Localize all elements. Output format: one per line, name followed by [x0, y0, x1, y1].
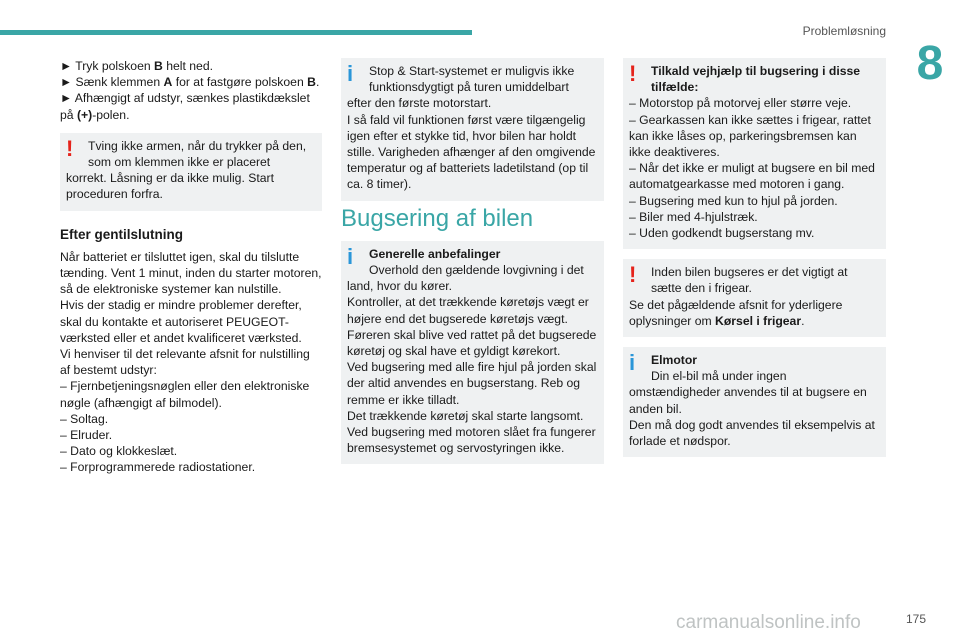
info-text-rest: land, hvor du kører.	[347, 279, 452, 294]
info-icon: i	[629, 350, 636, 376]
paragraph: Vi henviser til det relevante afsnit for nulstilling af bestemt udstyr:	[60, 347, 310, 378]
info-text-rest: I så fald vil funktionen først være tilgængelig igen efter et stykke tid, hvor bilen har holdt stille. Varigheden afhænger af den omgivende temperatur og af batteriets ladetilstand (op til ca. 8 timer).	[347, 112, 596, 192]
warning-icon: !	[66, 135, 74, 161]
header-accent-bar	[0, 30, 472, 35]
cross-reference: Kørsel i frigear	[715, 313, 802, 328]
list-item: – Når det ikke er muligt at bugsere en bil med automatgearkasse med motoren i gang.	[629, 161, 875, 192]
info-box	[341, 241, 604, 465]
list-item: – Fjernbetjeningsnøglen eller den elektroniske nøgle (afhængigt af bilmodel).	[60, 379, 310, 410]
info-text-rest: Ved bugsering med motoren slået fra fungerer bremsesystemet og servostyringen ikke.	[347, 425, 596, 456]
warning-icon: !	[629, 61, 637, 86]
warning-text: Inden bilen bugseres er det vigtigt at sætte den i frigear.	[651, 265, 848, 296]
column-1	[60, 58, 322, 476]
warning-box	[623, 58, 886, 249]
list-item: – Gearkassen kan ikke sættes i frigear, rattet kan ikke låses op, parkeringsbremsen kan ikke deaktiveres.	[629, 112, 871, 160]
list-item: – Biler med 4-hjulstræk.	[629, 209, 758, 224]
info-box	[623, 347, 886, 457]
info-text-rest: Føreren skal blive ved rattet på det bugserede køretøj og skal have et gyldigt kørekort.	[347, 327, 597, 359]
warning-box	[60, 133, 322, 211]
warning-text: Tving ikke armen, når du trykker på den, som om klemmen ikke er placeret	[88, 138, 307, 170]
warning-icon: !	[629, 262, 637, 288]
paragraph: Når batteriet er tilsluttet igen, skal du tilslutte tænding. Vent 1 minut, inden du starter motoren, så de elektroniske systemer kan nulstille.	[60, 249, 322, 297]
page-number: 175	[906, 612, 927, 626]
warning-text-rest: korrekt. Låsning er da ikke mulig. Start proceduren forfra.	[66, 171, 274, 202]
warning-title: Tilkald vejhjælp til bugsering i disse tilfælde:	[651, 64, 861, 95]
info-text-rest: Kontroller, at det trækkende køretøjs vægt er højere end det bugserede køretøjs vægt.	[347, 295, 589, 326]
list-item: – Motorstop på motorvej eller større veje.	[629, 96, 852, 111]
step-2: ► Sænk klemmen A for at fastgøre polskoen B.	[60, 75, 320, 90]
warning-text-rest: Se det pågældende afsnit for yderligere oplysninger om Kørsel i frigear.	[629, 297, 843, 328]
section-title: Problemløsning	[802, 24, 886, 38]
heading-towing: Bugsering af bilen	[341, 204, 534, 232]
watermark: carmanualsonline.info	[676, 612, 861, 633]
info-text-rest: Det trækkende køretøj skal starte langsomt.	[347, 408, 584, 423]
info-title: Elmotor	[651, 353, 698, 368]
column-2	[341, 58, 604, 474]
warning-box	[623, 259, 886, 337]
step-3: ► Afhængigt af udstyr, sænkes plastikdækslet på (+)-polen.	[60, 91, 310, 122]
info-text: Overhold den gældende lovgivning i det	[369, 263, 584, 278]
info-text-rest: Den må dog godt anvendes til eksempelvis at forlade et nødspor.	[629, 417, 875, 449]
chapter-number: 8	[916, 37, 944, 90]
list-item: – Bugsering med kun to hjul på jorden.	[629, 193, 838, 208]
step-1: ► Tryk polskoen B helt ned.	[60, 59, 213, 73]
info-box	[341, 58, 604, 201]
list-item: – Uden godkendt bugserstang mv.	[629, 226, 815, 241]
paragraph: Hvis der stadig er mindre problemer derefter, skal du kontakte et autoriseret PEUGEOT-værksted eller et andet kvalificeret værksted.	[60, 298, 302, 345]
heading-after-reconnect: Efter gentilslutning	[60, 226, 183, 242]
info-text-rest: omstændigheder anvendes til at bugsere en anden bil.	[629, 385, 867, 416]
info-text: Din el-bil må under ingen	[651, 369, 787, 384]
info-icon: i	[347, 61, 354, 86]
list-item: – Forprogrammerede radiostationer.	[60, 460, 256, 475]
list-item: – Dato og klokkeslæt.	[60, 444, 178, 459]
info-text-rest: efter den første motorstart.	[347, 96, 492, 111]
info-title: Generelle anbefalinger	[369, 246, 501, 261]
list-item: – Soltag.	[60, 411, 109, 426]
column-3	[623, 58, 886, 467]
info-text-rest: Ved bugsering med alle fire hjul på jorden skal der altid anvendes en bugserstang. Reb og remme er ikke tilladt.	[347, 360, 597, 407]
info-text: Stop & Start-systemet er muligvis ikke funktionsdygtigt på turen umiddelbart	[369, 64, 575, 95]
info-icon: i	[347, 243, 354, 269]
list-item: – Elruder.	[60, 428, 113, 443]
